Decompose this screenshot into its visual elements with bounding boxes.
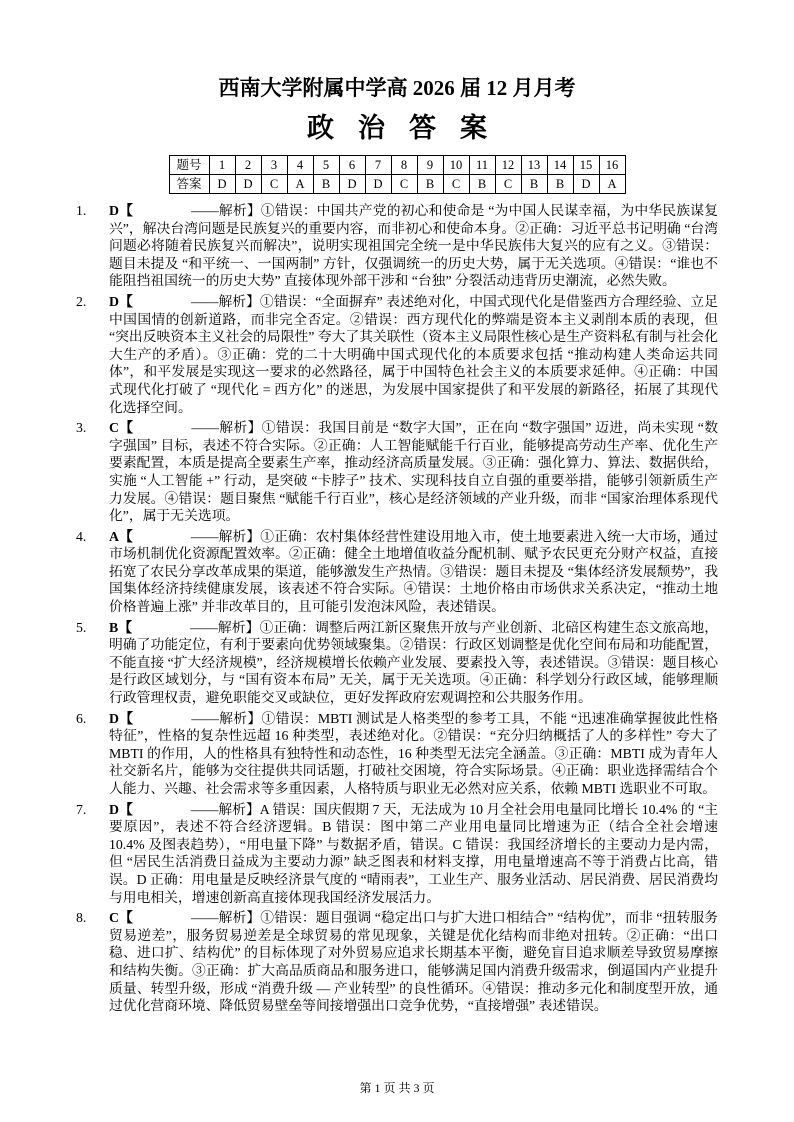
answer-letter-cell: C (261, 175, 287, 194)
explanation-item (76, 710, 718, 798)
item-number: 6. (76, 710, 87, 726)
item-number: 3. (76, 420, 87, 436)
item-answer: C【 (109, 910, 133, 926)
item-explanation: ①正确：农村集体经营性建设用地入市，使土地要素进入统一大市场，通过市场机制优化资源配置效率。②正确：健全土地增值收益分配机制、赋予农民更充分财产权益，直接拓宽了农民分享改革成果的渠道，能够激发生产热情。③错误：题目未提及 “集体经济发展颓势”，我国集体经济持续健康发展，该表述不符合实际。④错误：土地价格由市场供求关系决定，“推动土地价格普遍上涨” 并非改革目的，且可能引发泡沫风险，表述错误。 (109, 528, 719, 615)
question-number-cell: 16 (599, 156, 625, 175)
question-number-cell: 15 (573, 156, 599, 175)
item-explanation: ①错误：“全面摒弃” 表述绝对化，中国式现代化是借鉴西方合理经验、立足中国国情的创新道路，而非完全否定。②错误：西方现代化的弊端是资本主义剥削本质的表现，但 “突出反映资本主义社会的局限性” 夸大了其关联性（资本主义局限性核心是生产资料私有制与社会化大生产的矛盾）。③正确：党的二十大明确中国式现代化的本质要求包括 “推动构建人类命运共同体”，和平发展是实现这一要求的必然路径，属于中国特色社会主义的本质要求延伸。④正确：中国式现代化打破了 “现代化 = 西方化” 的迷思，为发展中国家提供了和平发展的新路径，拓展了其现代化选择空间。 (109, 293, 719, 415)
question-number-cell: 6 (339, 156, 365, 175)
item-body (109, 801, 718, 907)
answer-letter-cell: C (495, 175, 521, 194)
analysis-label: ——解析】 (190, 910, 261, 926)
question-number-cell: 13 (521, 156, 547, 175)
question-number-cell: 1 (209, 156, 235, 175)
analysis-label: ——解析】 (191, 710, 262, 726)
question-number-cell: 9 (417, 156, 443, 175)
answer-letter-cell: D (235, 175, 261, 194)
explanation-list (76, 202, 718, 1015)
page-title: 西南大学附属中学高 2026 届 12 月月考 (218, 76, 576, 100)
answer-letter-cell: D (573, 175, 599, 194)
question-number-cell: 5 (313, 156, 339, 175)
answer-letter-cell: B (417, 175, 443, 194)
item-explanation: ①错误：题目强调 “稳定出口与扩大进口相结合” “结构优”，而非 “扭转服务贸易逆差”，服务贸易逆差是全球贸易的常见现象，关键是优化结构而非绝对扭转。②正确：“出口稳、进口扩、结构优” 的目标体现了对外贸易应追求长期基本平衡，避免盲目追求顺差导致贸易摩擦和结构失衡。③正确：扩大高品质商品和服务进口，能够满足国内消费升级需求，倒逼国内产业提升质量、转型升级，形成 “消费升级 — 产业转型” 的良性循环。④错误：推动多元化和制度型开放，通过优化营商环境、降低贸易壁垒等间接增强出口竞争优势，“直接增强” 表述错误。 (109, 910, 718, 1014)
analysis-label: ——解析】 (191, 420, 262, 436)
answer-letter-cell: A (599, 175, 625, 194)
explanation-item (76, 619, 718, 707)
analysis-label: ——解析】 (190, 528, 261, 544)
item-body (109, 619, 718, 707)
answer-letter-cell: D (339, 175, 365, 194)
item-explanation: A 错误：国庆假期 7 天，无法成为 10 月全社会用电量同比增长 10.4% 的 “主要原因”，表述不符合经济逻辑。B 错误：图中第二产业用电量同比增速为正（结合全社会增速 10.4% 及图表趋势），“用电量下降” 与数据矛盾，错误。C 错误：我国经济增长的主要动力是内需，但 “居民生活消费日益成为主要动力源” 缺乏图表和材料支撑，用电量增速高不等于消费占比高，错误。D 正确：用电量是反映经济景气度的 “晴雨表”，工业生产、服务业活动、居民消费、居民消费均与用电相关，增速创新高直接体现我国经济发展活力。 (109, 801, 718, 905)
item-answer: C【 (109, 420, 134, 436)
item-answer: D【 (109, 801, 133, 817)
item-explanation: ①错误：MBTI 测试是人格类型的参考工具，不能 “迅速准确掌握彼此性格特征”，性格的复杂性远超 16 种类型，表述绝对化。②错误：“充分归纳概括了人的多样性” 夸大了 MBTI 的作用，人的性格具有独特性和动态性，16 种类型无法完全涵盖。③正确：MBTI 成为青年人社交新名片，能够为交往提供共同话题，打破社交困境，符合实际场景。④正确：职业选择需结合个人能力、兴趣、社会需求等多重因素，人格特质与职业无必然对应关系，依赖 MBTI 选职业不可取。 (109, 710, 719, 796)
item-explanation: ①错误：我国目前是 “数字大国”，正在向 “数字强国” 迈进，尚未实现 “数字强国” 目标，表述不符合实际。②正确：人工智能赋能千行百业，能够提高劳动生产率、优化生产要素配置，本质是提高全要素生产率，推动经济高质量发展。③正确：强化算力、算法、数据供给，实施 “人工智能 +” 行动，是突破 “卡脖子” 技术、实现科技自立自强的重要举措，能够引领新质生产力发展。④错误：题目聚焦 “赋能千行百业”，核心是经济领域的产业升级，而非 “国家治理体系现代化”，属于无关选项。 (109, 420, 719, 524)
item-explanation: ①错误：中国共产党的初心和使命是 “为中国人民谋幸福，为中华民族谋复兴”，解决台湾问题是民族复兴的重要内容，而非初心和使命本身。②正确：习近平总书记明确 “台湾问题必将随着民族复兴而解决”，说明实现祖国完全统一是中华民族伟大复兴的应有之义。③错误：题目未提及 “和平统一、一国两制” 方针，仅强调统一的历史大势，属于无关选项。④错误：“谁也不能阻挡祖国统一的历史大势” 直接体现外部干涉和 “台独” 分裂活动违背历史潮流，必然失败。 (109, 203, 719, 289)
question-number-cell: 4 (287, 156, 313, 175)
answer-letter-cell: A (287, 175, 313, 194)
explanation-item (76, 419, 718, 525)
question-number-cell: 11 (469, 156, 495, 175)
page-subtitle: 政 治 答 案 (306, 113, 496, 143)
question-number-cell: 10 (443, 156, 469, 175)
question-number-cell: 14 (547, 156, 573, 175)
answer-letter-cell: B (521, 175, 547, 194)
explanation-item (76, 202, 718, 290)
analysis-label: ——解析】 (191, 203, 261, 218)
row-label-answers: 答案 (169, 175, 209, 194)
explanation-item (76, 293, 718, 416)
item-number: 5. (76, 619, 87, 635)
answer-letter-cell: B (313, 175, 339, 194)
item-body (109, 909, 718, 1015)
explanation-item (76, 909, 718, 1015)
item-body (109, 710, 718, 798)
item-answer: D【 (109, 710, 134, 726)
page-footer: 第 1 页 共 3 页 (359, 1081, 435, 1095)
item-number: 8. (76, 910, 87, 926)
item-answer: A【 (109, 528, 133, 544)
answer-letter-cell: C (443, 175, 469, 194)
answer-table-row-answers (169, 175, 625, 194)
row-label-numbers: 题号 (169, 156, 209, 175)
item-answer: D【 (109, 203, 134, 218)
item-explanation: ①正确：调整后两江新区聚焦开放与产业创新、北碚区构建生态文旅高地，明确了功能定位，有利于要素向优势领域聚集。②错误：行政区划调整是优化空间布局和功能配置，不能直接 “扩大经济规模”，经济规模增长依赖产业发展、要素投入等，表述错误。③错误：题目核心是行政区域划分，与 “国有资本布局” 无关，属于无关选项。④正确：科学划分行政区域，能够理顺行政管理权责，避免职能交叉或缺位，更好发挥政府宏观调控和公共服务作用。 (109, 619, 719, 706)
answer-letter-cell: D (365, 175, 391, 194)
question-number-cell: 3 (261, 156, 287, 175)
answer-letter-cell: B (469, 175, 495, 194)
answer-letter-cell: C (391, 175, 417, 194)
question-number-cell: 7 (365, 156, 391, 175)
analysis-label: ——解析】 (190, 619, 260, 635)
item-answer: D【 (109, 293, 133, 309)
analysis-label: ——解析】 (190, 293, 260, 309)
item-body (109, 293, 718, 416)
explanation-item (76, 801, 718, 907)
item-answer: B【 (109, 619, 133, 635)
answer-letter-cell: D (209, 175, 235, 194)
analysis-label: ——解析】 (190, 801, 260, 817)
answer-table-row-numbers (169, 156, 625, 175)
answer-letter-cell: B (547, 175, 573, 194)
question-number-cell: 12 (495, 156, 521, 175)
item-number: 2. (76, 293, 87, 309)
item-body (109, 202, 718, 290)
item-number: 1. (76, 203, 87, 218)
item-body (109, 528, 718, 616)
answer-table (169, 155, 626, 194)
item-body (109, 419, 718, 525)
question-number-cell: 2 (235, 156, 261, 175)
item-number: 4. (76, 528, 87, 544)
explanation-item (76, 528, 718, 616)
question-number-cell: 8 (391, 156, 417, 175)
item-number: 7. (76, 801, 87, 817)
